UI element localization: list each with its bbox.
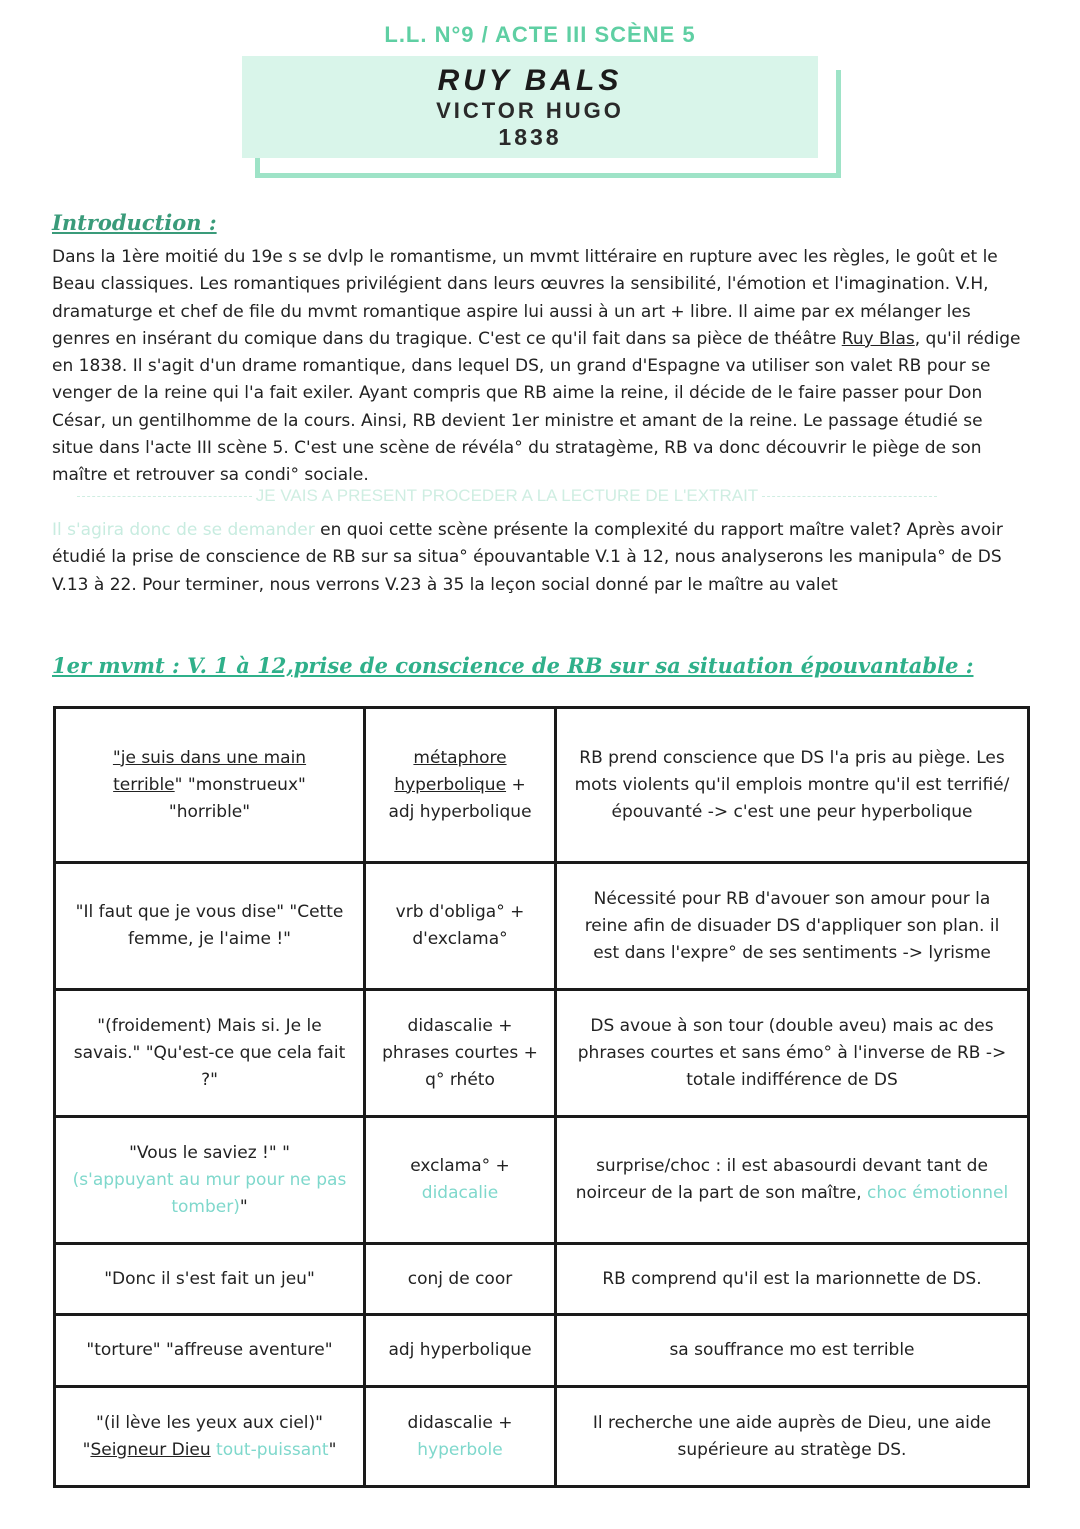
introduction-heading: Introduction : bbox=[52, 210, 217, 235]
procedure-text: didacalie bbox=[421, 1183, 499, 1203]
reading-divider bbox=[52, 486, 962, 510]
procedure-text: didascalie + bbox=[407, 1412, 513, 1433]
procedure-cell: vrb d'obliga° + d'exclama° bbox=[365, 863, 556, 990]
quote-stage-direction: (s'appuyant au mur pour ne pas tomber) bbox=[72, 1169, 347, 1217]
quote-cell: "torture" "affreuse aventure" bbox=[55, 1315, 365, 1387]
work-title: RUY BALS bbox=[437, 64, 623, 97]
analysis-cell: DS avoue à son tour (double aveu) mais ac des phrases courtes et sans émo° à l'inverse de RB -> totale indifférence de DS bbox=[556, 990, 1029, 1117]
procedure-text: hyperbole bbox=[417, 1439, 503, 1460]
movement-heading: 1er mvmt : V. 1 à 12,prise de conscience de RB sur sa situation épouvantable : bbox=[52, 653, 974, 678]
procedure-text: + adj hyperbolique bbox=[388, 774, 532, 822]
table-row bbox=[55, 1315, 1029, 1387]
introduction-paragraph bbox=[52, 244, 1027, 490]
analysis-cell: RB comprend qu'il est la marionnette de DS. bbox=[556, 1244, 1029, 1315]
problematic-faint-text: Il s'agira donc de se demander bbox=[52, 520, 315, 540]
procedure-cell bbox=[365, 1117, 556, 1244]
table-row bbox=[55, 1117, 1029, 1244]
table-row bbox=[55, 708, 1029, 863]
procedure-cell bbox=[365, 708, 556, 863]
intro-text-1: Dans la 1ère moitié du 19e s se dvlp le romantisme, un mvmt littéraire en rupture avec les règles, le goût et le Beau classiques. Les romantiques privilégient dans leurs œuvres la sensibilité, l'émotion et l'imagination. V.H, dramaturge et chef de file du mvmt romantique aspire lui aussi à un art + libre. Il aime par ex mélanger les genres en insérant du comique dans du tragique. C'est ce qu'il fait dans sa pièce de théâtre bbox=[52, 247, 998, 349]
procedure-text: exclama° + bbox=[410, 1156, 510, 1176]
publication-year: 1838 bbox=[498, 124, 562, 150]
quote-cell: "Il faut que je vous dise" "Cette femme, je l'aime !" bbox=[55, 863, 365, 990]
table-row bbox=[55, 1244, 1029, 1315]
procedure-text: métaphore hyperbolique bbox=[394, 747, 507, 795]
quote-cell: "(froidement) Mais si. Je le savais." "Qu'est-ce que cela fait ?" bbox=[55, 990, 365, 1117]
quote-text: " bbox=[328, 1439, 337, 1460]
quote-cell bbox=[55, 708, 365, 863]
procedure-cell bbox=[365, 1387, 556, 1487]
quote-text: " "monstrueux" "horrible" bbox=[168, 774, 306, 822]
analysis-cell: RB prend conscience que DS l'a pris au piège. Les mots violents qu'il emplois montre qu'il est terrifié/épouvanté -> c'est une peur hyperbolique bbox=[556, 708, 1029, 863]
intro-text-2: , qu'il rédige en 1838. Il s'agit d'un drame romantique, dans lequel DS, un grand d'Espagne va utiliser son valet RB pour se venger de la reine qui l'a fait exiler. Ayant compris que RB aime la reine, il décide de le faire passer pour Don César, un gentilhomme de la cours. Ainsi, RB devient 1er ministre et amant de la reine. Le passage étudié se situe dans l'acte III scène 5. C'est une scène de révéla° du stratagème, RB va donc découvrir le piège de son maître et retrouver sa condi° sociale. bbox=[52, 328, 1021, 486]
reading-divider-text: JE VAIS A PRESENT PROCEDER A LA LECTURE DE L'EXTRAIT bbox=[255, 486, 759, 505]
quote-cell bbox=[55, 1387, 365, 1487]
quote-text: terrible bbox=[113, 774, 175, 795]
problematic-paragraph bbox=[52, 517, 1027, 599]
analysis-table bbox=[53, 706, 1030, 1488]
quote-text: "Vous le saviez !" " bbox=[129, 1142, 290, 1163]
analysis-cell bbox=[556, 1117, 1029, 1244]
quote-text: " bbox=[82, 1439, 91, 1460]
procedure-cell: adj hyperbolique bbox=[365, 1315, 556, 1387]
analysis-cell: Il recherche une aide auprès de Dieu, une aide supérieure au stratège DS. bbox=[556, 1387, 1029, 1487]
quote-cell: "Donc il s'est fait un jeu" bbox=[55, 1244, 365, 1315]
analysis-cell: sa souffrance mo est terrible bbox=[556, 1315, 1029, 1387]
table-row bbox=[55, 863, 1029, 990]
table-row bbox=[55, 1387, 1029, 1487]
analysis-text: surprise/choc : il est abasourdi devant tant de noirceur de la part de son maître, bbox=[575, 1156, 988, 1203]
author-name: VICTOR HUGO bbox=[436, 98, 624, 123]
procedure-cell: didascalie + phrases courtes + q° rhéto bbox=[365, 990, 556, 1117]
analysis-cell: Nécessité pour RB d'avouer son amour pour la reine afin de disuader DS d'appliquer son plan. il est dans l'expre° de ses sentiments -> lyrisme bbox=[556, 863, 1029, 990]
quote-text: Seigneur Dieu bbox=[90, 1439, 211, 1460]
quote-text: " bbox=[239, 1196, 248, 1217]
intro-work-title: Ruy Blas bbox=[841, 328, 915, 349]
title-box bbox=[242, 56, 818, 158]
quote-text: "je suis dans une main bbox=[112, 747, 307, 768]
problematic-text: en quoi cette scène présente la complexité du rapport maître valet? Après avoir étudié la prise de conscience de RB sur sa situa° épouvantable V.1 à 12, nous analyserons les manipula° de DS V.13 à 22. Pour terminer, nous verrons V.23 à 35 la leçon social donné par le maître au valet bbox=[52, 520, 1003, 595]
lecture-label: L.L. N°9 / ACTE III SCÈNE 5 bbox=[384, 22, 696, 47]
procedure-cell: conj de coor bbox=[365, 1244, 556, 1315]
quote-text: "(il lève les yeux aux ciel)" bbox=[96, 1412, 323, 1433]
table-row bbox=[55, 990, 1029, 1117]
quote-cell bbox=[55, 1117, 365, 1244]
analysis-highlight: choc émotionnel bbox=[867, 1183, 1009, 1203]
quote-highlight: tout-puissant bbox=[210, 1439, 329, 1460]
